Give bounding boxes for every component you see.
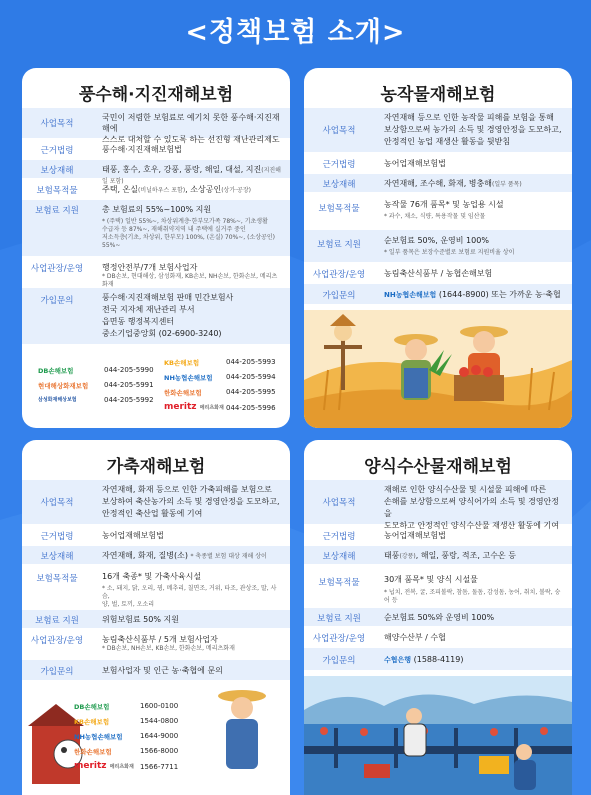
card-title: 가축재해보험 bbox=[106, 457, 206, 477]
row-subsidy: 보험료 지원 순보험료 50%, 운영비 100% * 일부 품목은 보장수준별로 보험료 지원비율 상이 bbox=[304, 230, 572, 262]
row-law: 근거법령 풍수해·지진재해보험법 bbox=[40, 145, 182, 156]
hanwha-phone: 1566-8000 bbox=[140, 747, 179, 755]
kb-phone: 1544-0800 bbox=[140, 717, 179, 725]
card-title: 농작물재해보험 bbox=[380, 85, 496, 105]
row-damage: 보상재해 자연재해, 조수해, 화재, 병충해(일부 품목) bbox=[304, 174, 572, 192]
db-phone: 044-205-5990 bbox=[104, 366, 154, 374]
meritz-phone: 044-205-5996 bbox=[226, 404, 276, 412]
row-inquiry: 가입문의 수협은행 (1588-4119) bbox=[304, 648, 572, 670]
meritz-logo: meritz 메리츠화재 bbox=[164, 402, 224, 412]
suhyup-logo: 수협은행 bbox=[384, 656, 412, 664]
row-purpose: 사업목적 자연재해, 화재 등으로 인한 가축피해를 보험으로 보상하여 축산농가의 소득 및 경영안정을 도모하고, 안정적인 축산업 활동에 기여 bbox=[22, 480, 290, 524]
card-aquaculture-insurance bbox=[304, 440, 572, 795]
page-title: <정책보험 소개> bbox=[185, 17, 406, 48]
row-subsidy: 보험료 지원 순보험료 50%와 운영비 100% bbox=[304, 608, 572, 626]
nh-phone: 044-205-5994 bbox=[226, 373, 276, 381]
farmer-illustration bbox=[212, 684, 272, 774]
meritz-phone: 1566-7711 bbox=[140, 763, 179, 771]
samsung-phone: 044-205-5992 bbox=[104, 396, 154, 404]
card-crop-insurance bbox=[304, 68, 572, 428]
samsung-logo: 삼성화재해상보험 bbox=[38, 397, 77, 403]
kb-logo: KB손해보험 bbox=[164, 359, 200, 367]
nh-phone: 1644-9000 bbox=[140, 732, 179, 740]
row-operator: 사업관장/운영 해양수산부 / 수협 bbox=[312, 633, 446, 644]
nh-logo: NH농협손해보험 bbox=[384, 291, 437, 299]
row-law: 근거법령 농어업재해보험법 bbox=[322, 531, 446, 542]
row-object: 보험목적물 30개 품목* 및 양식 시설물 * 넙치, 전복, 굴, 조피볼락, 참돔, 돌돔, 감성돔, 농어, 취치, 볼락, 숭어 등 bbox=[318, 575, 561, 604]
row-inquiry: 가입문의 NH농협손해보험 (1644-8900) 또는 가까운 농·축협 bbox=[304, 284, 572, 304]
db-logo: DB손해보험 bbox=[74, 703, 110, 711]
card-title: 양식수산물재해보험 bbox=[364, 457, 512, 477]
row-operator: 사업관장/운영 농림축산식품부 / 농협손해보험 bbox=[312, 269, 493, 280]
row-purpose: 사업목적 자연재해 등으로 인한 농작물 피해를 보험을 통해 보상함으로써 농가의 소득 및 경영안정을 도모하고, 안정적인 농업 재생산 활동을 뒷받침 bbox=[304, 108, 572, 152]
row-inquiry: 가입문의 풍수해·지진재해보험 판매 민간보험사 전국 지자체 재난관리 부서 읍면동 행정복지센터 중소기업중앙회 (02-6900-3240) bbox=[22, 288, 290, 344]
aquaculture-illustration bbox=[304, 676, 572, 795]
hyundai-logo: 현대해상화재보험 bbox=[38, 382, 89, 390]
row-subsidy: 보험료 지원 총 보험료의 55%~100% 지원 * (주택) 일반 55%~, 차상위계층·한부모가족 78%~, 기초생활 수급자 등 87%~, 재해취약지역 내 주택에 실거주 중인 저소득층(기초, 차상위, 한부모) 100%, (온실) 70%~, (소상공인) 55%~ bbox=[22, 200, 290, 256]
hyundai-phone: 044-205-5991 bbox=[104, 381, 154, 389]
meritz-logo: meritz 메리츠화재 bbox=[74, 761, 134, 771]
hanwha-phone: 044-205-5995 bbox=[226, 388, 276, 396]
row-purpose: 사업목적 국민이 저렴한 보험료로 예기치 못한 풍수해·지진재해에 스스로 대처할 수 있도록 하는 선진형 재난관리제도 bbox=[22, 108, 290, 138]
row-operator: 사업관장/운영 행정안전부/7개 보험사업자 * DB손보, 현대해상, 삼성화재, KB손보, NH손보, 한화손보, 메리츠화재 bbox=[30, 263, 278, 288]
db-phone: 1600-0100 bbox=[140, 702, 179, 710]
row-law: 근거법령 농어업재해보험법 bbox=[40, 531, 164, 542]
db-logo: DB손해보험 bbox=[38, 367, 74, 375]
row-law: 근거법령 농어업재해보험법 bbox=[322, 159, 446, 170]
hanwha-logo: 한화손해보험 bbox=[164, 389, 202, 397]
nh-logo: NH농협손해보험 bbox=[74, 733, 123, 741]
nh-logo: NH농협손해보험 bbox=[164, 374, 213, 382]
row-object: 보험목적물 16개 축종* 및 가축사육시설 * 소, 돼지, 닭, 오리, 꿩, 메추리, 칠면조, 거위, 타조, 관상조, 말, 사슴, 양, 벌, 토끼, 오소리 bbox=[36, 572, 277, 608]
card-storm-earthquake-insurance bbox=[22, 68, 290, 428]
row-inquiry: 가입문의 보험사업자 및 인근 농·축협에 문의 bbox=[22, 660, 290, 680]
row-damage: 보상재해 자연재해, 화재, 질병(소) * 축종별 보험 대상 재해 상이 bbox=[22, 546, 290, 564]
card-title: 풍수해·지진재해보험 bbox=[78, 85, 234, 105]
row-object: 보험목적물 주택, 온실(비닐하우스 포함), 소상공인(상가·공장) bbox=[36, 185, 251, 196]
kb-logo: KB손해보험 bbox=[74, 718, 110, 726]
row-purpose: 사업목적 재해로 인한 양식수산물 및 시설물 피해에 따른 손해를 보상함으로써 양식어가의 소득 및 경영안정을 도모하고 안정적인 양식수산물 재생산 활동에 기여 bbox=[304, 480, 572, 524]
row-damage: 보상재해 태풍(강풍), 해일, 풍랑, 적조, 고수온 등 bbox=[304, 546, 572, 564]
row-subsidy: 보험료 지원 위험보험료 50% 지원 bbox=[22, 610, 290, 628]
row-operator: 사업관장/운영 농림축산식품부 / 5개 보험사업자 * DB손보, NH손보, KB손보, 한화손보, 메리츠화재 bbox=[30, 635, 235, 652]
row-damage: 보상재해 태풍, 홍수, 호우, 강풍, 풍랑, 해일, 대설, 지진(지진해일 포함) bbox=[22, 160, 290, 178]
card-livestock-insurance bbox=[22, 440, 290, 795]
kb-phone: 044-205-5993 bbox=[226, 358, 276, 366]
hanwha-logo: 한화손해보험 bbox=[74, 748, 112, 756]
farm-illustration bbox=[304, 310, 572, 428]
row-object: 보험목적물 농작물 76개 품목* 및 농업용 시설 * 과수, 채소, 식량, 특용작물 및 임산물 bbox=[318, 200, 504, 220]
